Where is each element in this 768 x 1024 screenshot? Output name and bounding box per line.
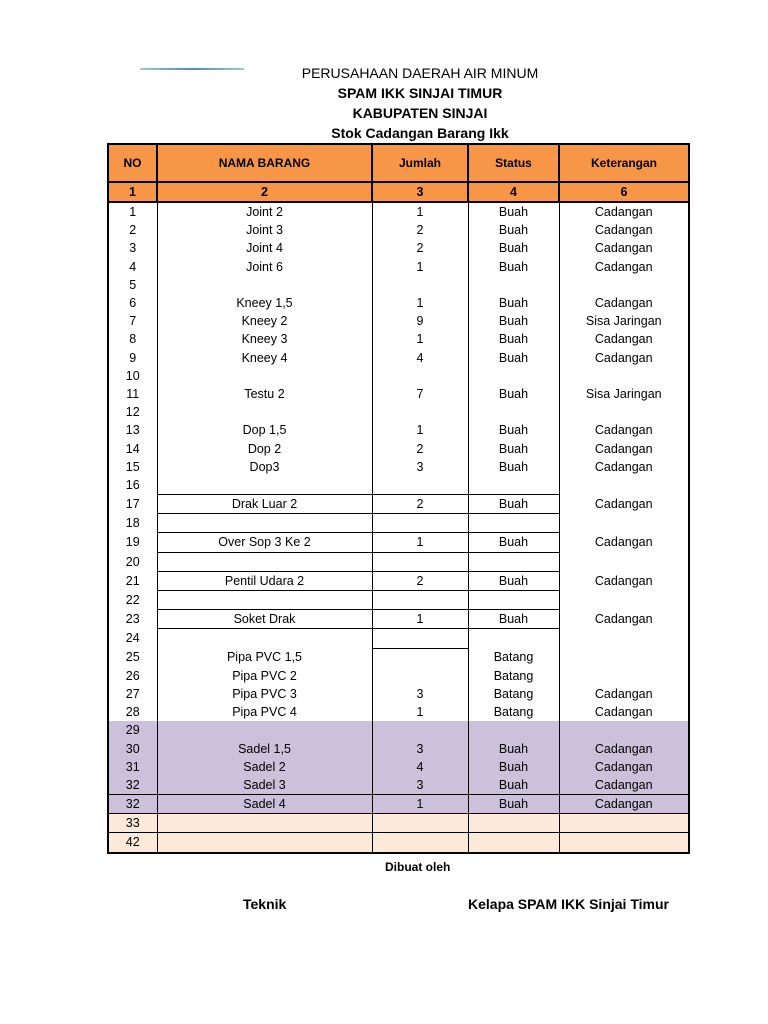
heading-line-3: KABUPATEN SINJAI (352, 105, 488, 121)
cell-nama-barang: Pipa PVC 3 (157, 685, 372, 703)
cell-no: 28 (108, 703, 157, 721)
cell-jumlah: 2 (372, 239, 468, 257)
cell-no: 2 (108, 221, 157, 239)
cell-nama-barang: Soket Drak (157, 610, 372, 629)
cell-nama-barang (157, 814, 372, 833)
col-header-nama-barang: NAMA BARANG (157, 144, 372, 182)
cell-jumlah: 4 (372, 758, 468, 776)
cell-status (468, 552, 559, 571)
table-row (108, 648, 689, 667)
col-number: 3 (372, 182, 468, 202)
cell-status (468, 403, 559, 421)
cell-nama-barang (157, 476, 372, 495)
cell-jumlah (372, 367, 468, 385)
table-row (108, 239, 689, 257)
signer-kepala-spam: Kelapa SPAM IKK Sinjai Timur (468, 896, 669, 912)
cell-keterangan (559, 276, 689, 294)
col-number: 4 (468, 182, 559, 202)
cell-jumlah: 7 (372, 385, 468, 403)
cell-nama-barang (157, 629, 372, 648)
cell-jumlah (372, 552, 468, 571)
cell-keterangan: Cadangan (559, 202, 689, 221)
cell-status: Buah (468, 776, 559, 795)
cell-keterangan: Cadangan (559, 776, 689, 795)
cell-status (468, 476, 559, 495)
cell-jumlah (372, 667, 468, 685)
cell-no: 20 (108, 552, 157, 571)
cell-jumlah: 4 (372, 349, 468, 367)
cell-no: 1 (108, 202, 157, 221)
cell-jumlah: 1 (372, 330, 468, 348)
cell-jumlah (372, 276, 468, 294)
cell-status: Buah (468, 258, 559, 276)
cell-no: 23 (108, 610, 157, 629)
cell-nama-barang: Pipa PVC 4 (157, 703, 372, 721)
cell-status: Buah (468, 312, 559, 330)
cell-jumlah: 9 (372, 312, 468, 330)
cell-jumlah: 1 (372, 703, 468, 721)
cell-status: Buah (468, 758, 559, 776)
cell-keterangan: Cadangan (559, 703, 689, 721)
cell-no: 24 (108, 629, 157, 648)
cell-keterangan (559, 476, 689, 495)
cell-keterangan: Cadangan (559, 239, 689, 257)
cell-no: 32 (108, 795, 157, 814)
cell-no: 16 (108, 476, 157, 495)
cell-status (468, 833, 559, 853)
cell-nama-barang: Sadel 2 (157, 758, 372, 776)
cell-status (468, 629, 559, 648)
cell-status: Batang (468, 685, 559, 703)
cell-status: Buah (468, 385, 559, 403)
cell-no: 5 (108, 276, 157, 294)
cell-nama-barang (157, 590, 372, 609)
cell-jumlah: 1 (372, 202, 468, 221)
cell-status: Buah (468, 458, 559, 476)
cell-status: Batang (468, 648, 559, 667)
cell-jumlah (372, 476, 468, 495)
cell-keterangan: Cadangan (559, 739, 689, 757)
table-row (108, 703, 689, 721)
table-row (108, 221, 689, 239)
cell-status: Buah (468, 294, 559, 312)
table-row (108, 667, 689, 685)
cell-nama-barang: Dop 1,5 (157, 421, 372, 439)
cell-keterangan: Cadangan (559, 349, 689, 367)
cell-nama-barang: Joint 4 (157, 239, 372, 257)
cell-jumlah (372, 590, 468, 609)
made-by-label: Dibuat oleh (385, 860, 451, 874)
table-row (108, 367, 689, 385)
cell-status: Buah (468, 610, 559, 629)
cell-status: Batang (468, 703, 559, 721)
table-row (108, 533, 689, 552)
cell-status: Batang (468, 667, 559, 685)
table-body (108, 202, 689, 853)
table-row (108, 202, 689, 221)
cell-jumlah: 2 (372, 571, 468, 590)
cell-keterangan: Cadangan (559, 221, 689, 239)
cell-keterangan (559, 403, 689, 421)
cell-no: 22 (108, 590, 157, 609)
cell-jumlah (372, 721, 468, 739)
table-row (108, 276, 689, 294)
cell-no: 18 (108, 514, 157, 533)
table-row (108, 685, 689, 703)
cell-no: 17 (108, 495, 157, 514)
cell-status: Buah (468, 533, 559, 552)
cell-status (468, 590, 559, 609)
table-row (108, 776, 689, 795)
cell-keterangan (559, 552, 689, 571)
table-row (108, 439, 689, 457)
cell-keterangan: Cadangan (559, 533, 689, 552)
cell-keterangan (559, 648, 689, 667)
cell-jumlah (372, 833, 468, 853)
cell-jumlah: 2 (372, 495, 468, 514)
cell-jumlah: 3 (372, 776, 468, 795)
table-row (108, 403, 689, 421)
cell-jumlah (372, 403, 468, 421)
cell-status (468, 814, 559, 833)
col-number: 2 (157, 182, 372, 202)
cell-nama-barang (157, 721, 372, 739)
cell-keterangan (559, 814, 689, 833)
cell-nama-barang: Kneey 1,5 (157, 294, 372, 312)
table-row (108, 833, 689, 853)
cell-jumlah: 1 (372, 294, 468, 312)
cell-status (468, 367, 559, 385)
cell-no: 31 (108, 758, 157, 776)
cell-nama-barang (157, 514, 372, 533)
cell-keterangan: Cadangan (559, 571, 689, 590)
cell-no: 29 (108, 721, 157, 739)
cell-jumlah: 3 (372, 739, 468, 757)
cell-nama-barang (157, 367, 372, 385)
cell-keterangan: Cadangan (559, 258, 689, 276)
cell-status (468, 276, 559, 294)
cell-no: 33 (108, 814, 157, 833)
cell-keterangan: Cadangan (559, 495, 689, 514)
cell-no: 7 (108, 312, 157, 330)
cell-keterangan: Sisa Jaringan (559, 385, 689, 403)
cell-status: Buah (468, 739, 559, 757)
cell-keterangan: Cadangan (559, 421, 689, 439)
table-header-row (108, 144, 689, 182)
col-header-status: Status (468, 144, 559, 182)
cell-status: Buah (468, 439, 559, 457)
cell-no: 21 (108, 571, 157, 590)
cell-keterangan: Cadangan (559, 795, 689, 814)
cell-status (468, 514, 559, 533)
cell-jumlah: 1 (372, 795, 468, 814)
cell-nama-barang: Sadel 4 (157, 795, 372, 814)
cell-nama-barang: Sadel 1,5 (157, 739, 372, 757)
heading-line-1: PERUSAHAAN DAERAH AIR MINUM (301, 65, 539, 81)
cell-jumlah: 3 (372, 685, 468, 703)
cell-jumlah (372, 514, 468, 533)
cell-nama-barang: Kneey 3 (157, 330, 372, 348)
cell-status: Buah (468, 571, 559, 590)
cell-no: 4 (108, 258, 157, 276)
cell-no: 6 (108, 294, 157, 312)
cell-nama-barang: Kneey 4 (157, 349, 372, 367)
col-header-keterangan: Keterangan (559, 144, 689, 182)
cell-jumlah: 3 (372, 458, 468, 476)
cell-keterangan (559, 833, 689, 853)
cell-nama-barang: Dop 2 (157, 439, 372, 457)
cell-keterangan (559, 590, 689, 609)
table-row (108, 814, 689, 833)
cell-no: 12 (108, 403, 157, 421)
cell-nama-barang: Pipa PVC 1,5 (157, 648, 372, 667)
cell-keterangan (559, 629, 689, 648)
cell-jumlah: 1 (372, 610, 468, 629)
cell-nama-barang (157, 552, 372, 571)
cell-nama-barang (157, 833, 372, 853)
cell-nama-barang (157, 403, 372, 421)
table-row (108, 421, 689, 439)
cell-keterangan: Cadangan (559, 294, 689, 312)
table-row (108, 795, 689, 814)
table-row (108, 739, 689, 757)
cell-nama-barang: Joint 2 (157, 202, 372, 221)
col-number: 1 (108, 182, 157, 202)
cell-jumlah: 1 (372, 258, 468, 276)
table-row (108, 571, 689, 590)
cell-keterangan: Sisa Jaringan (559, 312, 689, 330)
cell-keterangan: Cadangan (559, 758, 689, 776)
cell-jumlah: 1 (372, 421, 468, 439)
stock-table (107, 143, 690, 854)
cell-keterangan: Cadangan (559, 439, 689, 457)
cell-keterangan: Cadangan (559, 330, 689, 348)
cell-no: 30 (108, 739, 157, 757)
cell-status: Buah (468, 202, 559, 221)
cell-nama-barang: Pentil Udara 2 (157, 571, 372, 590)
cell-jumlah (372, 629, 468, 648)
table-row (108, 294, 689, 312)
table-row (108, 495, 689, 514)
cell-status: Buah (468, 421, 559, 439)
table-row (108, 349, 689, 367)
cell-no: 9 (108, 349, 157, 367)
cell-nama-barang: Testu 2 (157, 385, 372, 403)
cell-keterangan: Cadangan (559, 685, 689, 703)
document-heading (0, 63, 768, 143)
table-row (108, 458, 689, 476)
cell-status (468, 721, 559, 739)
table-row (108, 590, 689, 609)
table-row (108, 514, 689, 533)
cell-nama-barang (157, 276, 372, 294)
table-row (108, 312, 689, 330)
cell-jumlah: 2 (372, 221, 468, 239)
cell-keterangan (559, 721, 689, 739)
cell-nama-barang: Sadel 3 (157, 776, 372, 795)
table-row (108, 330, 689, 348)
cell-status: Buah (468, 795, 559, 814)
cell-status: Buah (468, 330, 559, 348)
col-header-no: NO (108, 144, 157, 182)
table-row (108, 258, 689, 276)
cell-no: 11 (108, 385, 157, 403)
cell-no: 25 (108, 648, 157, 667)
cell-jumlah (372, 814, 468, 833)
col-number: 6 (559, 182, 689, 202)
cell-no: 8 (108, 330, 157, 348)
cell-keterangan: Cadangan (559, 458, 689, 476)
cell-jumlah: 2 (372, 439, 468, 457)
cell-keterangan: Cadangan (559, 610, 689, 629)
heading-line-2: SPAM IKK SINJAI TIMUR (337, 85, 503, 101)
heading-line-4: Stok Cadangan Barang Ikk (331, 125, 509, 141)
table-column-number-row (108, 182, 689, 202)
table-row (108, 552, 689, 571)
cell-no: 14 (108, 439, 157, 457)
table-row (108, 721, 689, 739)
cell-nama-barang: Joint 3 (157, 221, 372, 239)
cell-status: Buah (468, 349, 559, 367)
cell-no: 15 (108, 458, 157, 476)
cell-no: 3 (108, 239, 157, 257)
cell-jumlah: 1 (372, 533, 468, 552)
cell-nama-barang: Over Sop 3 Ke 2 (157, 533, 372, 552)
cell-no: 13 (108, 421, 157, 439)
cell-no: 27 (108, 685, 157, 703)
cell-jumlah (372, 648, 468, 667)
table-row (108, 610, 689, 629)
table-row (108, 629, 689, 648)
cell-nama-barang: Kneey 2 (157, 312, 372, 330)
cell-no: 19 (108, 533, 157, 552)
col-header-jumlah: Jumlah (372, 144, 468, 182)
cell-nama-barang: Joint 6 (157, 258, 372, 276)
cell-no: 42 (108, 833, 157, 853)
cell-nama-barang: Pipa PVC 2 (157, 667, 372, 685)
table-row (108, 758, 689, 776)
cell-status: Buah (468, 495, 559, 514)
signer-teknik: Teknik (243, 896, 287, 912)
cell-no: 32 (108, 776, 157, 795)
table-row (108, 385, 689, 403)
cell-status: Buah (468, 239, 559, 257)
cell-no: 26 (108, 667, 157, 685)
cell-nama-barang: Drak Luar 2 (157, 495, 372, 514)
cell-no: 10 (108, 367, 157, 385)
table-row (108, 476, 689, 495)
cell-keterangan (559, 667, 689, 685)
cell-status: Buah (468, 221, 559, 239)
cell-keterangan (559, 367, 689, 385)
cell-nama-barang: Dop3 (157, 458, 372, 476)
cell-keterangan (559, 514, 689, 533)
